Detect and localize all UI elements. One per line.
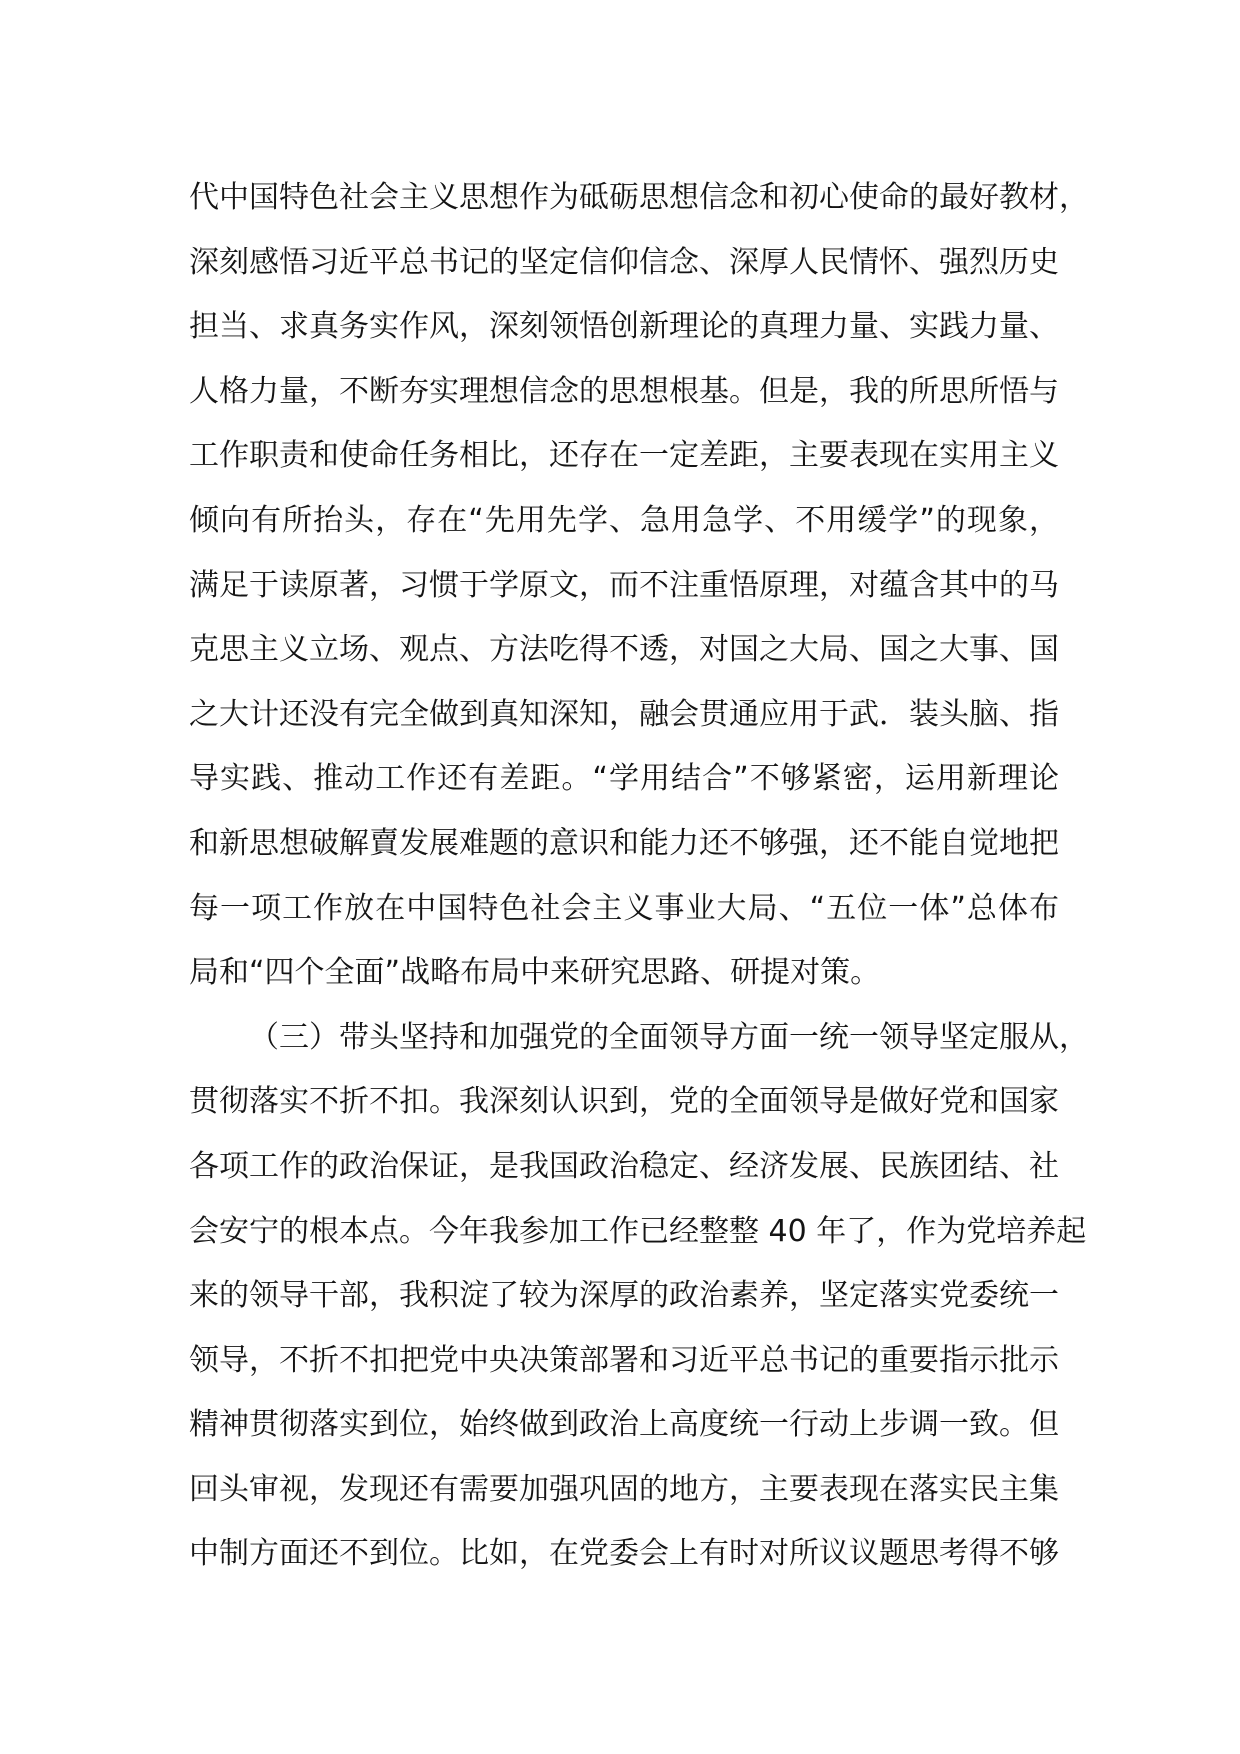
text-line: 会安宁的根本点。今年我参加工作已经整整 40 年了，作为党培养起 [189, 1213, 1087, 1249]
text-line: 担当、求真务实作风，深刻领悟创新理论的真理力量、实践力量、 [189, 309, 1059, 345]
text-line: 来的领导干部，我积淀了较为深厚的政治素养，坚定落实党委统一 [189, 1278, 1059, 1314]
text-line: 中制方面还不到位。比如，在党委会上有时对所议议题思考得不够 [189, 1536, 1059, 1572]
text-line: 精神贯彻落实到位，始终做到政治上高度统一行动上步调一致。但 [189, 1407, 1059, 1443]
text-line: 每一项工作放在中国特色社会主义事业大局、“五位一体”总体布 [189, 890, 1059, 926]
text-line: 回头审视，发现还有需要加强巩固的地方，主要表现在落实民主集 [189, 1471, 1059, 1507]
text-line: 深刻感悟习近平总书记的坚定信仰信念、深厚人民情怀、强烈历史 [189, 244, 1059, 280]
text-line: 领导，不折不扣把党中央决策部署和习近平总书记的重要指示批示 [189, 1342, 1059, 1378]
text-line: 满足于读原著，习惯于学原文，而不注重悟原理，对蕴含其中的马 [189, 567, 1059, 603]
text-line: （三）带头坚持和加强党的全面领导方面一统一领导坚定服从， [249, 1019, 1089, 1055]
body-text [189, 166, 1089, 1587]
text-line: 倾向有所抬头，存在“先用先学、急用急学、不用缓学”的现象， [189, 502, 1059, 538]
text-line: 和新思想破解賣发展难题的意识和能力还不够强，还不能自觉地把 [189, 825, 1059, 861]
text-line: 克思主义立场、观点、方法吃得不透，对国之大局、国之大事、国 [189, 632, 1059, 668]
text-line: 人格力量，不断夯实理想信念的思想根基。但是，我的所思所悟与 [189, 373, 1059, 409]
text-line: 局和“四个全面”战略布局中来研究思路、研提对策。 [189, 955, 881, 991]
text-line: 工作职责和使命任务相比，还存在一定差距，主要表现在实用主义 [189, 438, 1059, 474]
text-line: 之大计还没有完全做到真知深知，融会贯通应用于武．装头脑、指 [189, 696, 1059, 732]
text-line: 各项工作的政治保证，是我国政治稳定、经济发展、民族团结、社 [189, 1148, 1059, 1184]
text-line: 导实践、推动工作还有差距。“学用结合”不够紧密，运用新理论 [189, 761, 1059, 797]
text-line: 贯彻落实不折不扣。我深刻认识到，党的全面领导是做好党和国家 [189, 1084, 1059, 1120]
text-line: 代中国特色社会主义思想作为砥砺思想信念和初心使命的最好教材， [189, 180, 1089, 215]
